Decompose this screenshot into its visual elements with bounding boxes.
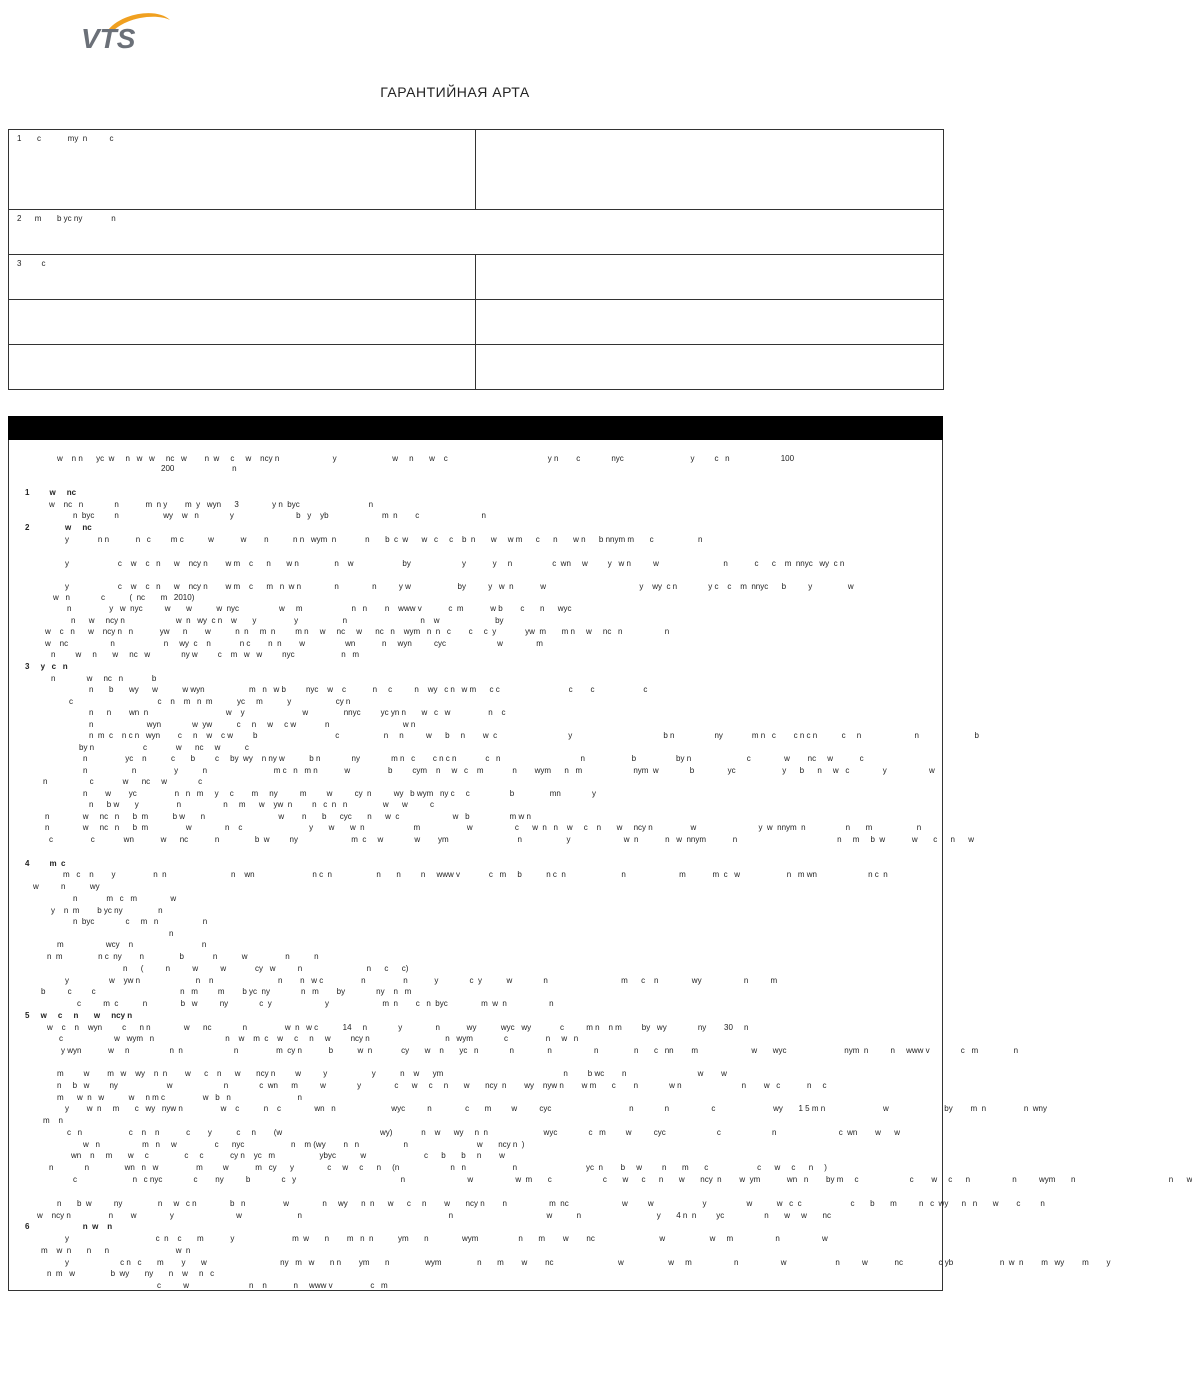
condition-text-line: y c w c n w ncy n w m c n w n n w by y y n c wn w y w n w n c c m nnyc wy c n xyxy=(65,559,845,568)
form-row-1 xyxy=(9,130,944,210)
condition-text-line: 200 n xyxy=(161,464,237,473)
form-row-3 xyxy=(9,255,944,300)
condition-text-line: m w m w wy n n w c n w ncy n w y y n w ym n b wc n w w xyxy=(57,1069,727,1078)
condition-text-line: m n xyxy=(43,1116,64,1125)
condition-text-line: n n y n m c n m n w b cym n w c m n wym n m nym w b yc y b n w c y w xyxy=(83,766,935,775)
condition-text-line: n byc c m n n xyxy=(73,917,208,926)
svg-text:VTS: VTS xyxy=(81,23,136,54)
warranty-form-table xyxy=(8,129,944,390)
condition-text-line: c n c n n c y c n (w wy) n w wy n n wyc c m w cyc c n c wn w w xyxy=(67,1128,901,1137)
section-heading: 5 w c n w ncy n xyxy=(25,1011,133,1020)
condition-text-line: m w n w w n m c w b n n xyxy=(57,1093,302,1102)
condition-text-line: n y w nyc w w w nyc w m n n n www v c m w b c n wyc xyxy=(67,604,572,613)
condition-text-line: n c w nc w c xyxy=(43,777,203,786)
condition-text-line: y c n c m y w ny m w n n ym n wym n m w nc w w m n w n w nc c yb n w n m wy m y xyxy=(65,1258,1111,1267)
condition-text-line: c c wn w nc n b w ny m c w w ym n y w n n w nnym n n m b w w c n w xyxy=(49,835,975,844)
form-label-2[interactable]: 2 m b yc ny n xyxy=(9,210,944,255)
condition-text-line: m w n n n w n xyxy=(41,1246,191,1255)
condition-text-line: w ncy n n w y w n n w n y 4 n n yc n w w nc xyxy=(37,1211,831,1220)
vts-logo xyxy=(78,8,178,58)
condition-text-line: n n wn n w y w nnyc yc yn n w c w n c xyxy=(89,708,506,717)
condition-text-line: w c n wyn c n n w nc n w n w c 14 n y n wy wyc wy c m n n m by wy ny 30 n xyxy=(47,1023,749,1032)
condition-text-line: n b w ny n w c n b n w n wy n n w c n w ncy n n m nc w w y w w c c c b m n c wy n n w c n xyxy=(57,1199,1045,1208)
section-heading: 2 w nc xyxy=(25,523,92,532)
form-field-5b[interactable] xyxy=(476,345,944,390)
form-label-3: 3 c xyxy=(9,255,476,300)
form-field-4a[interactable] xyxy=(9,300,476,345)
condition-text-line: c m c n b w ny c y y m n c n byc m w n n xyxy=(77,999,554,1008)
condition-text-line: c w n n n www v c m xyxy=(157,1281,388,1290)
condition-text-line: n w ncy n w n wy c n w y y n n w by xyxy=(71,616,504,625)
form-field-4b[interactable] xyxy=(476,300,944,345)
condition-text-line: n byc n wy w n y b y yb m n c n xyxy=(73,511,486,520)
condition-text-line: n b w y n n m w yw n n c n n w w c xyxy=(89,800,434,809)
form-field-5a[interactable] xyxy=(9,345,476,390)
document-title: ГАРАНТИЙНАЯ АРТА xyxy=(380,84,530,100)
condition-text-line: n w yc n n m y c m ny m w cy n wy b wym ny c c b mn y xyxy=(83,789,596,798)
section-heading: 3 y c n xyxy=(25,662,68,671)
condition-text-line: n m n c ny n b n w n n xyxy=(47,952,319,961)
condition-text-line: y n n n c m c w w n n n wym n n b c w w c c b n w w m c n w n b nnym m c n xyxy=(65,535,703,544)
condition-text-line: n wyn w yw c n w c w n w n xyxy=(89,720,416,729)
condition-text-line: y w yw n n n n n w c n n y c y w n m c n wy n m xyxy=(65,976,778,985)
condition-text-line: w n m n w c nyc n m (wy n n n w ncy n ) xyxy=(83,1140,525,1149)
condition-text-line: n n wn n w m w m cy y c w c n (n n n n yc n b w n m c c w c n ) xyxy=(49,1163,827,1172)
condition-text-line: b c c n m m b yc ny n m by ny n m xyxy=(41,987,412,996)
condition-text-line: n m c m w xyxy=(73,894,177,903)
condition-text-line: n m w b wy ny n w n c xyxy=(47,1269,215,1278)
condition-text-line: w nc n n wy c n n c n n w wn n wyn cyc w m xyxy=(45,639,543,648)
condition-text-line: n w nc n b xyxy=(51,674,157,683)
form-row-5 xyxy=(9,345,944,390)
condition-text-line: n yc n c b c by wy n ny w b n ny m n c c n c n c n n b by n c w nc w c xyxy=(83,754,864,763)
section-heading: 1 w nc xyxy=(25,488,77,497)
condition-text-line: n w n w nc w ny w c m w w nyc n m xyxy=(51,650,360,659)
form-field-3[interactable] xyxy=(476,255,944,300)
condition-text-line: y c n c m y m w n m n n ym n wym n m w nc w w m n w xyxy=(65,1234,828,1243)
condition-text-line: w n c ( nc m 2010) xyxy=(53,593,195,602)
condition-text-line: n xyxy=(169,929,174,938)
condition-text-line: n ( n w w cy w n n c c) xyxy=(123,964,409,973)
condition-text-line: w c n w ncy n n yw n w n n m n m n w nc w nc n wym n n c c c y yw m m n w nc n n xyxy=(45,627,670,636)
form-row-4 xyxy=(9,300,944,345)
condition-text-line: y wyn w n n n n m cy n b w n cy w n yc n n n n n c nn m w wyc nym n n www v c m n xyxy=(61,1046,1019,1055)
condition-text-line: w nc n n m n y m y wyn 3 y n byc n xyxy=(49,500,374,509)
condition-text-line: c w wym n n w m c w c n w ncy n n wym c n w n xyxy=(59,1034,579,1043)
condition-text-line: y c w c n w ncy n w m c m n w n n n y w by y w n w y wy c n y c c m nnyc b y w xyxy=(65,582,854,591)
condition-text-line: c n c nyc c ny b c y n w w m c c w c n w ncy n w ym wn n by m c c w c n n wym n n w xyxy=(73,1175,1192,1184)
condition-text-line: m c n y n n n wn n c n n n n www v c m b n c n n m m c w n m wn n c n xyxy=(63,870,888,879)
condition-text-line: m wcy n n xyxy=(57,940,207,949)
form-row-2 xyxy=(9,210,944,255)
condition-text-line: c c n m n m yc m y cy n xyxy=(69,697,351,706)
section-heading: 6 n w n xyxy=(25,1222,113,1231)
condition-text-line: n w nc n b m w n c y w w n m w c w n n w c n w ncy n w y w nnym n n m n xyxy=(45,823,922,832)
condition-text-line: n w nc n b m b w n w n b cyc n w c w b m w n xyxy=(45,812,531,821)
condition-text-line: y w n m c wy nyw n w c n c wn n wyc n c m w cyc n n c wy 1 5 m n w by m n n wny xyxy=(65,1104,1047,1113)
condition-text-line: w n wy xyxy=(33,882,100,891)
warranty-conditions-text xyxy=(8,440,1192,1291)
form-field-1[interactable] xyxy=(476,130,944,210)
condition-text-line: n m c n c n wyn c n w c w b c n n w b n w c y b n ny m n c c n c n c n n b xyxy=(89,731,979,740)
form-label-1: 1 c my n c xyxy=(9,130,476,210)
condition-text-line: n b w ny w n c wn m w y c w c n w ncy n wy nyw n w m c n w n n w c n c xyxy=(57,1081,827,1090)
condition-text-line: wn n m w c c c cy n yc m ybyc w c b b n w xyxy=(71,1151,505,1160)
condition-text-line: by n c w nc w c xyxy=(79,743,249,752)
condition-text-line: n b wy w w wyn m n w b nyc w c n c n wy c n w m c c c c c xyxy=(89,685,648,694)
section-heading: 4 m c xyxy=(25,859,66,868)
condition-text-line: y n m b yc ny n xyxy=(51,906,163,915)
section-header-bar xyxy=(8,416,943,440)
vts-logo-graphic xyxy=(78,8,178,58)
condition-text-line: w n n yc w n w w nc w n w c w ncy n y w n w c y n c nyc y c n 100 xyxy=(57,454,795,463)
